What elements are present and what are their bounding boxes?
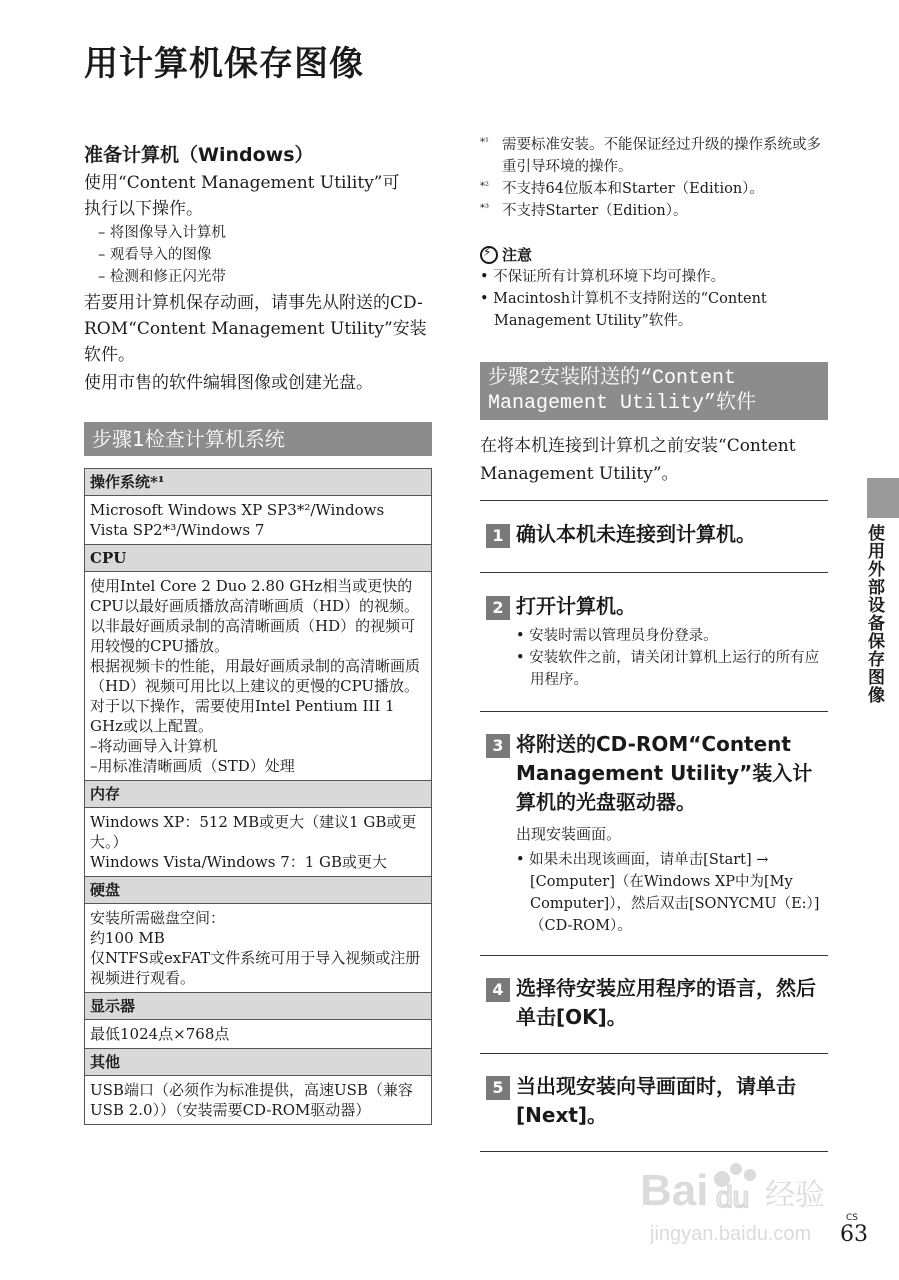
list-item: • 不保证所有计算机环境下均可操作。: [480, 266, 825, 288]
footnote-text: 需要标准安装。不能保证经过升级的操作系统或多重引导环境的操作。: [502, 137, 821, 175]
table-header-cpu: CPU: [85, 545, 432, 572]
footnote: [480, 200, 825, 222]
list-item: • Macintosh计算机不支持附送的“Content Management Utility”软件。: [480, 288, 825, 332]
step-title: 将附送的CD-ROM“Content Management Utility”装入计算机的光盘驱动器。: [516, 732, 813, 814]
step-number: 2: [486, 596, 510, 620]
footnote-mark: *¹: [480, 137, 490, 148]
table-cell-disk: [85, 904, 432, 993]
cell-line: –将动画导入计算机: [90, 737, 218, 755]
install-step-5: [480, 1072, 830, 1130]
prep-paragraph-3: 使用市售的软件编辑图像或创建光盘。: [84, 373, 373, 393]
table-cell-memory: [85, 808, 432, 877]
cell-line: 仅NTFS或exFAT文件系统可用于导入视频或注册视频进行观看。: [90, 949, 421, 987]
divider: [480, 572, 828, 573]
table-row: [85, 1076, 432, 1125]
step-number: 4: [486, 978, 510, 1002]
footnote-text: 不支持64位版本和Starter（Edition）。: [502, 181, 764, 197]
cell-line: –用标准清晰画质（STD）处理: [90, 757, 295, 775]
footnote: [480, 178, 825, 200]
cell-line: 以非最好画质录制的高清晰画质（HD）的视频可用较慢的CPU播放。: [90, 617, 416, 655]
table-row: [85, 993, 432, 1020]
table-row: [85, 781, 432, 808]
prep-paragraph-1: 使用“Content Management Utility”可执行以下操作。: [84, 173, 400, 219]
cell-line: 最低1024点×768点: [90, 1025, 230, 1043]
note-heading-label: 注意: [502, 246, 533, 264]
prep-list: [98, 222, 226, 288]
step-title: 打开计算机。: [516, 594, 636, 618]
prep-paragraph-2: 若要用计算机保存动画，请事先从附送的CD-ROM“Content Management Utility”安装软件。: [84, 293, 427, 365]
cell-line: 对于以下操作，需要使用Intel Pentium III 1 GHz或以上配置。: [90, 697, 395, 735]
note-heading: [480, 244, 532, 265]
cell-line: Microsoft Windows XP SP3*²/Windows Vista SP2*³/Windows 7: [90, 501, 385, 539]
step-number: 5: [486, 1076, 510, 1100]
table-header-display: 显示器: [85, 993, 432, 1020]
svg-text:Bai: Bai: [640, 1166, 709, 1215]
install-step-3: [480, 730, 830, 937]
step-description: 出现安装画面。: [516, 825, 622, 843]
caution-icon: [480, 246, 498, 264]
cell-line: USB端口（必须作为标准提供，高速USB（兼容USB 2.0））（安装需要CD-ROM驱动器）: [90, 1081, 413, 1119]
baidu-watermark-logo: [640, 1145, 840, 1265]
step-title: 确认本机未连接到计算机。: [516, 522, 756, 546]
divider: [480, 500, 828, 501]
footnote: [480, 134, 825, 178]
step-number: 3: [486, 734, 510, 758]
step2-banner: 步骤2安装附送的“Content Management Utility”软件: [480, 362, 828, 420]
section-side-label: 使用外部设备保存图像: [864, 524, 884, 704]
prep-heading: 准备计算机（Windows）: [84, 144, 314, 166]
divider: [480, 711, 828, 712]
list-item: • 如果未出现该画面，请单击[Start] → [Computer]（在Windows XP中为[My Computer]），然后双击[SONYCMU（E:）]（CD-ROM）。: [516, 849, 830, 937]
table-row: [85, 808, 432, 877]
step2-intro: 在将本机连接到计算机之前安装“Content Management Utility”。: [480, 436, 796, 484]
svg-text:du: du: [716, 1181, 750, 1214]
cell-line: Windows Vista/Windows 7：1 GB或更大: [90, 853, 388, 871]
list-item: – 检测和修正闪光带: [98, 266, 226, 288]
table-header-os: 操作系统*¹: [85, 469, 432, 496]
system-requirements-table: [84, 468, 432, 1125]
page-title: 用计算机保存图像: [84, 44, 364, 84]
table-row: [85, 572, 432, 781]
install-step-1: [480, 520, 830, 549]
section-tab: [867, 478, 899, 518]
table-cell-os: [85, 496, 432, 545]
cell-line: 根据视频卡的性能，用最好画质录制的高清晰画质（HD）视频可用比以上建议的更慢的CPU播放。: [90, 657, 421, 695]
footnote-text: 不支持Starter（Edition）。: [502, 203, 688, 219]
footnotes: [480, 134, 825, 222]
step-title: 当出现安装向导画面时，请单击[Next]。: [516, 1074, 796, 1127]
cell-line: 安装所需磁盘空间：: [90, 909, 226, 927]
page-number: 63: [840, 1222, 868, 1247]
table-header-memory: 内存: [85, 781, 432, 808]
step-title: 选择待安装应用程序的语言，然后单击[OK]。: [516, 976, 816, 1029]
svg-text:经验: 经验: [765, 1178, 825, 1213]
list-item: – 将图像导入计算机: [98, 222, 226, 244]
table-cell-other: [85, 1076, 432, 1125]
list-item: • 安装软件之前，请关闭计算机上运行的所有应用程序。: [516, 647, 830, 691]
table-header-disk: 硬盘: [85, 877, 432, 904]
step-bullets: [516, 849, 830, 937]
cell-line: 使用Intel Core 2 Duo 2.80 GHz相当或更快的CPU以最好画质播放高清晰画质（HD）的视频。: [90, 577, 420, 615]
cell-line: 约100 MB: [90, 929, 165, 947]
table-header-other: 其他: [85, 1049, 432, 1076]
install-step-4: [480, 974, 830, 1032]
table-row: [85, 545, 432, 572]
step-number: 1: [486, 524, 510, 548]
table-row: [85, 904, 432, 993]
note-list: [480, 266, 825, 332]
footnote-mark: *²: [480, 181, 490, 192]
table-row: [85, 877, 432, 904]
install-step-2: [480, 592, 830, 691]
table-row: [85, 1020, 432, 1049]
list-item: • 安装时需以管理员身份登录。: [516, 625, 830, 647]
step-bullets: [516, 625, 830, 691]
step1-banner: 步骤1检查计算机系统: [84, 422, 432, 456]
cell-line: Windows XP：512 MB或更大（建议1 GB或更大。）: [90, 813, 417, 851]
list-item: – 观看导入的图像: [98, 244, 226, 266]
divider: [480, 955, 828, 956]
svg-text:jingyan.baidu.com: jingyan.baidu.com: [650, 1223, 812, 1245]
divider: [480, 1053, 828, 1054]
table-cell-display: [85, 1020, 432, 1049]
table-row: [85, 469, 432, 496]
table-row: [85, 1049, 432, 1076]
footnote-mark: *³: [480, 203, 490, 214]
language-code: CS: [846, 1213, 858, 1223]
table-cell-cpu: [85, 572, 432, 781]
table-row: [85, 496, 432, 545]
